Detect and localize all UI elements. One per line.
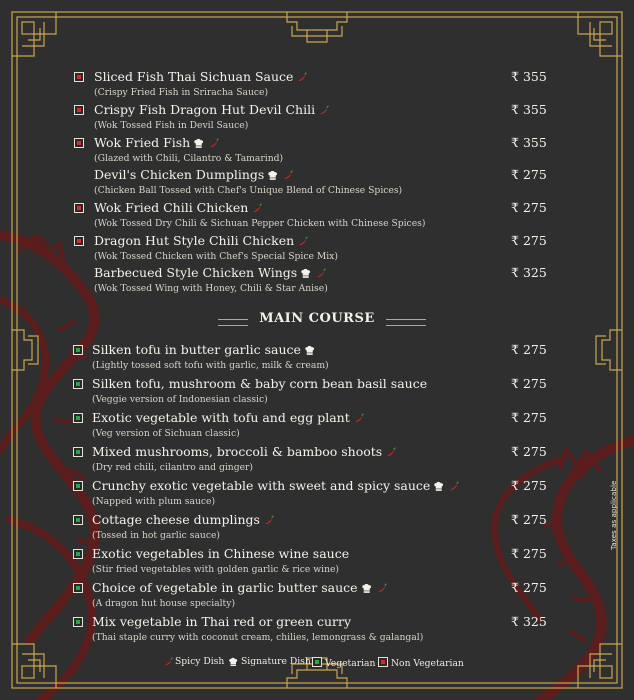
- item-name-text: Devil's Chicken Dumplings: [94, 167, 265, 182]
- item-name: [92, 342, 316, 357]
- section-title-main-course: MAIN COURSE: [259, 311, 375, 326]
- item-name-text: Wok Fried Chili Chicken: [94, 200, 249, 215]
- legend-signature-label: Signature Dish: [241, 656, 311, 667]
- item-price: [511, 580, 547, 595]
- item-price: [511, 265, 547, 280]
- item-name-text: Cottage cheese dumplings: [92, 512, 260, 527]
- veg-icon: [73, 617, 83, 627]
- legend-veg-label: Vegetarian: [325, 658, 376, 669]
- chef-hat-icon: [300, 268, 312, 279]
- item-price-value: 275: [522, 376, 547, 391]
- veg-icon: [73, 379, 83, 389]
- item-price-value: 275: [522, 546, 547, 561]
- chili-icon: [376, 583, 387, 594]
- item-description: (Veg version of Sichuan classic): [92, 428, 240, 439]
- item-price: [511, 69, 547, 84]
- non-veg-icon: [74, 72, 84, 82]
- item-price: [511, 410, 547, 425]
- legend-signature: [228, 656, 311, 667]
- veg-icon: [73, 481, 83, 491]
- item-price-value: 275: [522, 444, 547, 459]
- item-price: [511, 512, 547, 527]
- item-name: [94, 167, 293, 182]
- non-veg-icon: [74, 203, 84, 213]
- veg-icon: [73, 583, 83, 593]
- legend-spicy: [163, 656, 224, 667]
- veg-icon: [73, 413, 83, 423]
- item-price-value: 355: [522, 135, 547, 150]
- legend-non-veg-label: Non Vegetarian: [391, 658, 464, 669]
- currency-symbol: ₹: [511, 580, 519, 595]
- currency-symbol: ₹: [511, 546, 519, 561]
- item-price: [511, 478, 547, 493]
- item-price: [511, 135, 547, 150]
- item-name-text: Exotic vegetables in Chinese wine sauce: [92, 546, 350, 561]
- item-name: [92, 410, 364, 425]
- item-name: [94, 135, 219, 150]
- taxes-note: [609, 480, 619, 560]
- currency-symbol: ₹: [511, 265, 519, 280]
- currency-symbol: ₹: [511, 200, 519, 215]
- chili-icon: [208, 138, 219, 149]
- legend-non-veg: [378, 656, 464, 669]
- item-price: [511, 167, 547, 182]
- item-name-text: Mixed mushrooms, broccoli & bamboo shoots: [92, 444, 383, 459]
- chili-icon: [448, 481, 459, 492]
- item-name-text: Silken tofu, mushroom & baby corn bean basil sauce: [92, 376, 428, 391]
- item-name: [92, 614, 351, 629]
- item-description: (Crispy Fried Fish in Sriracha Sauce): [94, 87, 269, 98]
- item-price-value: 355: [522, 69, 547, 84]
- item-name: [94, 69, 307, 84]
- currency-symbol: ₹: [511, 444, 519, 459]
- chili-icon: [297, 236, 308, 247]
- currency-symbol: ₹: [511, 135, 519, 150]
- item-price-value: 325: [522, 614, 547, 629]
- item-description: (Wok Tossed Fish in Devil Sauce): [94, 120, 249, 131]
- item-name-text: Dragon Hut Style Chili Chicken: [94, 233, 295, 248]
- item-description: (Veggie version of Indonesian classic): [92, 394, 268, 405]
- item-name-text: Wok Fried Fish: [94, 135, 191, 150]
- non-veg-icon: [378, 657, 388, 667]
- chili-icon: [318, 105, 329, 116]
- currency-symbol: ₹: [511, 167, 519, 182]
- chili-icon: [251, 203, 262, 214]
- currency-symbol: ₹: [511, 410, 519, 425]
- item-description: (Lightly tossed soft tofu with garlic, milk & cream): [92, 360, 329, 371]
- taxes-note-text: Taxes as applicable: [609, 480, 618, 550]
- chef-hat-icon: [361, 583, 373, 594]
- item-price-value: 275: [522, 200, 547, 215]
- legend-spicy-label: Spicy Dish: [175, 656, 225, 667]
- item-name: [92, 444, 396, 459]
- item-description: (Stir fried vegetables with golden garlic & rice wine): [92, 564, 340, 575]
- item-name-text: Silken tofu in butter garlic sauce: [92, 342, 301, 357]
- item-name-text: Crispy Fish Dragon Hut Devil Chili: [94, 102, 316, 117]
- non-veg-icon: [74, 105, 84, 115]
- item-description: (Napped with plum sauce): [92, 496, 216, 507]
- item-name: [94, 233, 308, 248]
- chili-icon: [282, 170, 293, 181]
- item-price-value: 275: [522, 410, 547, 425]
- chili-icon: [353, 413, 364, 424]
- chili-icon: [163, 657, 173, 667]
- item-name: [92, 512, 274, 527]
- veg-icon: [73, 345, 83, 355]
- veg-icon: [73, 447, 83, 457]
- item-name-text: Mix vegetable in Thai red or green curry: [92, 614, 352, 629]
- item-description: (Dry red chili, cilantro and ginger): [92, 462, 253, 473]
- item-name: [92, 376, 427, 391]
- item-price-value: 275: [522, 233, 547, 248]
- item-price: [511, 200, 547, 215]
- item-price: [511, 376, 547, 391]
- veg-icon: [312, 657, 322, 667]
- item-name: [94, 102, 329, 117]
- currency-symbol: ₹: [511, 512, 519, 527]
- item-price: [511, 233, 547, 248]
- item-price: [511, 444, 547, 459]
- chili-icon: [385, 447, 396, 458]
- item-name: [92, 546, 349, 561]
- item-name: [94, 200, 262, 215]
- section-divider-right: [386, 319, 426, 326]
- chili-icon: [296, 72, 307, 83]
- item-price-value: 325: [522, 265, 547, 280]
- chef-hat-icon: [228, 657, 239, 667]
- item-name: [92, 580, 387, 595]
- item-description: (Glazed with Chili, Cilantro & Tamarind): [94, 153, 284, 164]
- item-price: [511, 614, 547, 629]
- currency-symbol: ₹: [511, 376, 519, 391]
- item-price-value: 355: [522, 102, 547, 117]
- item-name-text: Sliced Fish Thai Sichuan Sauce: [94, 69, 294, 84]
- item-name: [92, 478, 459, 493]
- chef-hat-icon: [267, 170, 279, 181]
- currency-symbol: ₹: [511, 478, 519, 493]
- chef-hat-icon: [433, 481, 445, 492]
- currency-symbol: ₹: [511, 342, 519, 357]
- item-name-text: Crunchy exotic vegetable with sweet and spicy sauce: [92, 478, 431, 493]
- item-description: (Wok Tossed Chicken with Chef's Special Spice Mix): [94, 251, 338, 262]
- veg-icon: [73, 515, 83, 525]
- item-name: [94, 265, 326, 280]
- chili-icon: [315, 268, 326, 279]
- chef-hat-icon: [193, 138, 205, 149]
- currency-symbol: ₹: [511, 69, 519, 84]
- item-price: [511, 342, 547, 357]
- veg-icon: [73, 549, 83, 559]
- item-price-value: 275: [522, 342, 547, 357]
- item-price-value: 275: [522, 512, 547, 527]
- item-price-value: 275: [522, 167, 547, 182]
- legend-veg: [312, 656, 375, 669]
- item-price-value: 275: [522, 478, 547, 493]
- item-description: (A dragon hut house specialty): [92, 598, 236, 609]
- item-name-text: Exotic vegetable with tofu and egg plant: [92, 410, 350, 425]
- item-description: (Chicken Ball Tossed with Chef's Unique Blend of Chinese Spices): [94, 185, 403, 196]
- item-description: (Thai staple curry with coconut cream, chilies, lemongrass & galangal): [92, 632, 424, 643]
- legend: [0, 656, 634, 670]
- currency-symbol: ₹: [511, 614, 519, 629]
- item-description: (Wok Tossed Wing with Honey, Chili & Star Anise): [94, 283, 328, 294]
- item-description: (Tossed in hot garlic sauce): [92, 530, 221, 541]
- chef-hat-icon: [304, 345, 316, 356]
- item-name-text: Barbecued Style Chicken Wings: [94, 265, 298, 280]
- item-price: [511, 546, 547, 561]
- item-price: [511, 102, 547, 117]
- non-veg-icon: [74, 138, 84, 148]
- item-price-value: 275: [522, 580, 547, 595]
- chili-icon: [263, 515, 274, 526]
- currency-symbol: ₹: [511, 233, 519, 248]
- item-description: (Wok Tossed Dry Chili & Sichuan Pepper Chicken with Chinese Spices): [94, 218, 426, 229]
- currency-symbol: ₹: [511, 102, 519, 117]
- item-name-text: Choice of vegetable in garlic butter sauce: [92, 580, 358, 595]
- non-veg-icon: [74, 236, 84, 246]
